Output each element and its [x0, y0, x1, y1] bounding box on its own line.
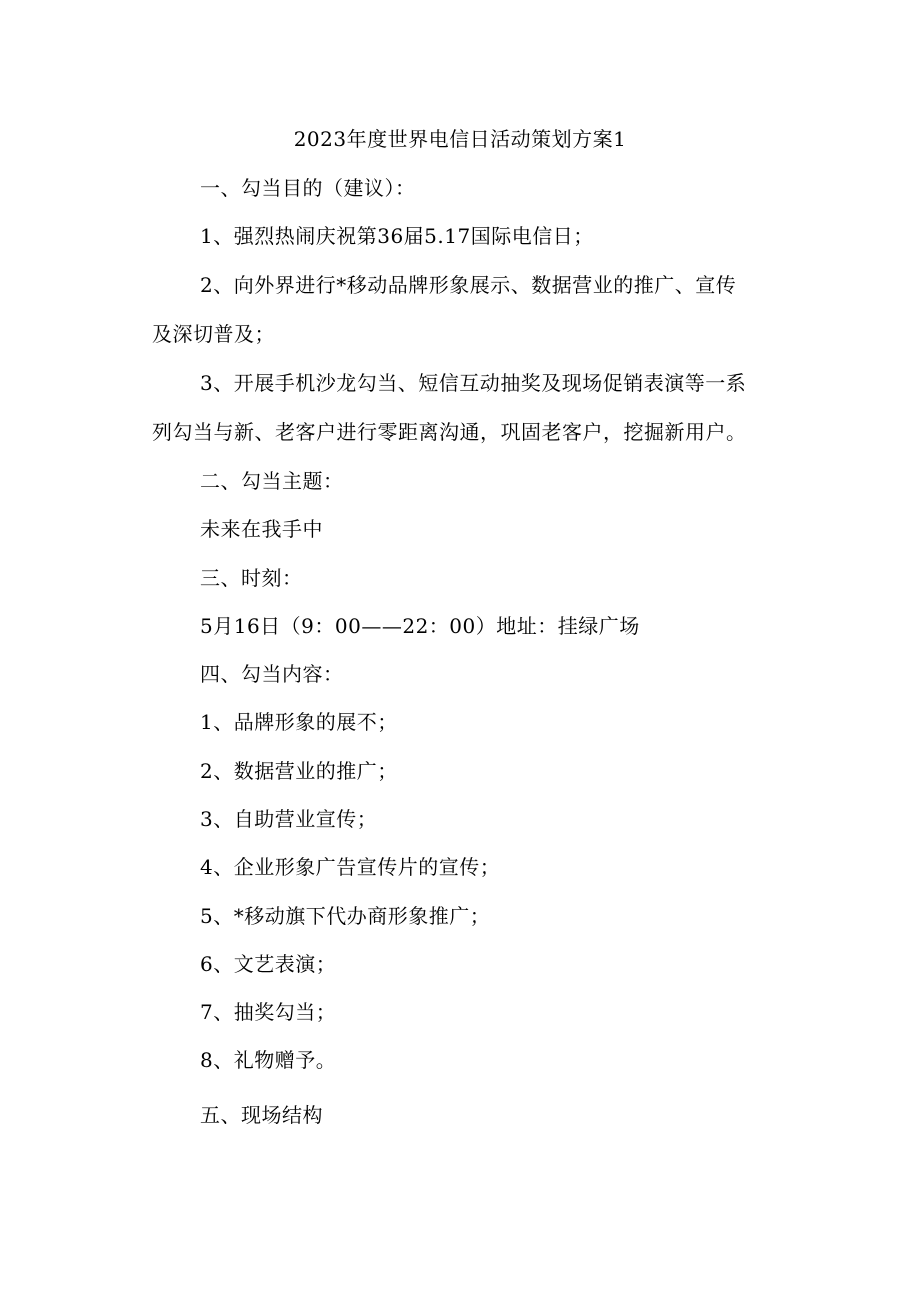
purpose-item-3-continued: 列勾当与新、老客户进行零距离沟通，巩固老客户，挖掘新用户。	[152, 420, 747, 444]
content-item-1: 1、品牌形象的展不；	[200, 710, 398, 734]
content-item-7: 7、抽奖勾当；	[200, 1000, 337, 1024]
time-location-text: 5月16日（9：00——22：00）地址：挂绿广场	[200, 614, 640, 638]
section-heading-theme: 二、勾当主题：	[200, 469, 344, 493]
content-item-8: 8、礼物赠予。	[200, 1048, 337, 1072]
section-heading-content: 四、勾当内容：	[200, 662, 344, 686]
section-heading-time: 三、时刻：	[200, 566, 303, 590]
purpose-item-1: 1、强烈热闹庆祝第36届5.17国际电信日；	[200, 224, 594, 248]
content-item-3: 3、自助营业宣传；	[200, 807, 378, 831]
section-heading-layout: 五、现场结构	[200, 1103, 323, 1127]
purpose-item-2: 2、向外界进行*移动品牌形象展示、数据营业的推广、宣传	[200, 273, 737, 297]
section-heading-purpose: 一、勾当目的（建议）：	[200, 176, 416, 200]
content-item-6: 6、文艺表演；	[200, 952, 337, 976]
content-item-2: 2、数据营业的推广；	[200, 759, 398, 783]
document-title: 2023年度世界电信日活动策划方案1	[293, 127, 627, 151]
purpose-item-2-continued: 及深切普及；	[152, 322, 275, 346]
theme-text: 未来在我手中	[200, 517, 323, 541]
content-item-5: 5、*移动旗下代办商形象推广；	[200, 904, 491, 928]
content-item-4: 4、企业形象广告宣传片的宣传；	[200, 855, 501, 879]
purpose-item-3: 3、开展手机沙龙勾当、短信互动抽奖及现场促销表演等一系	[200, 371, 747, 395]
